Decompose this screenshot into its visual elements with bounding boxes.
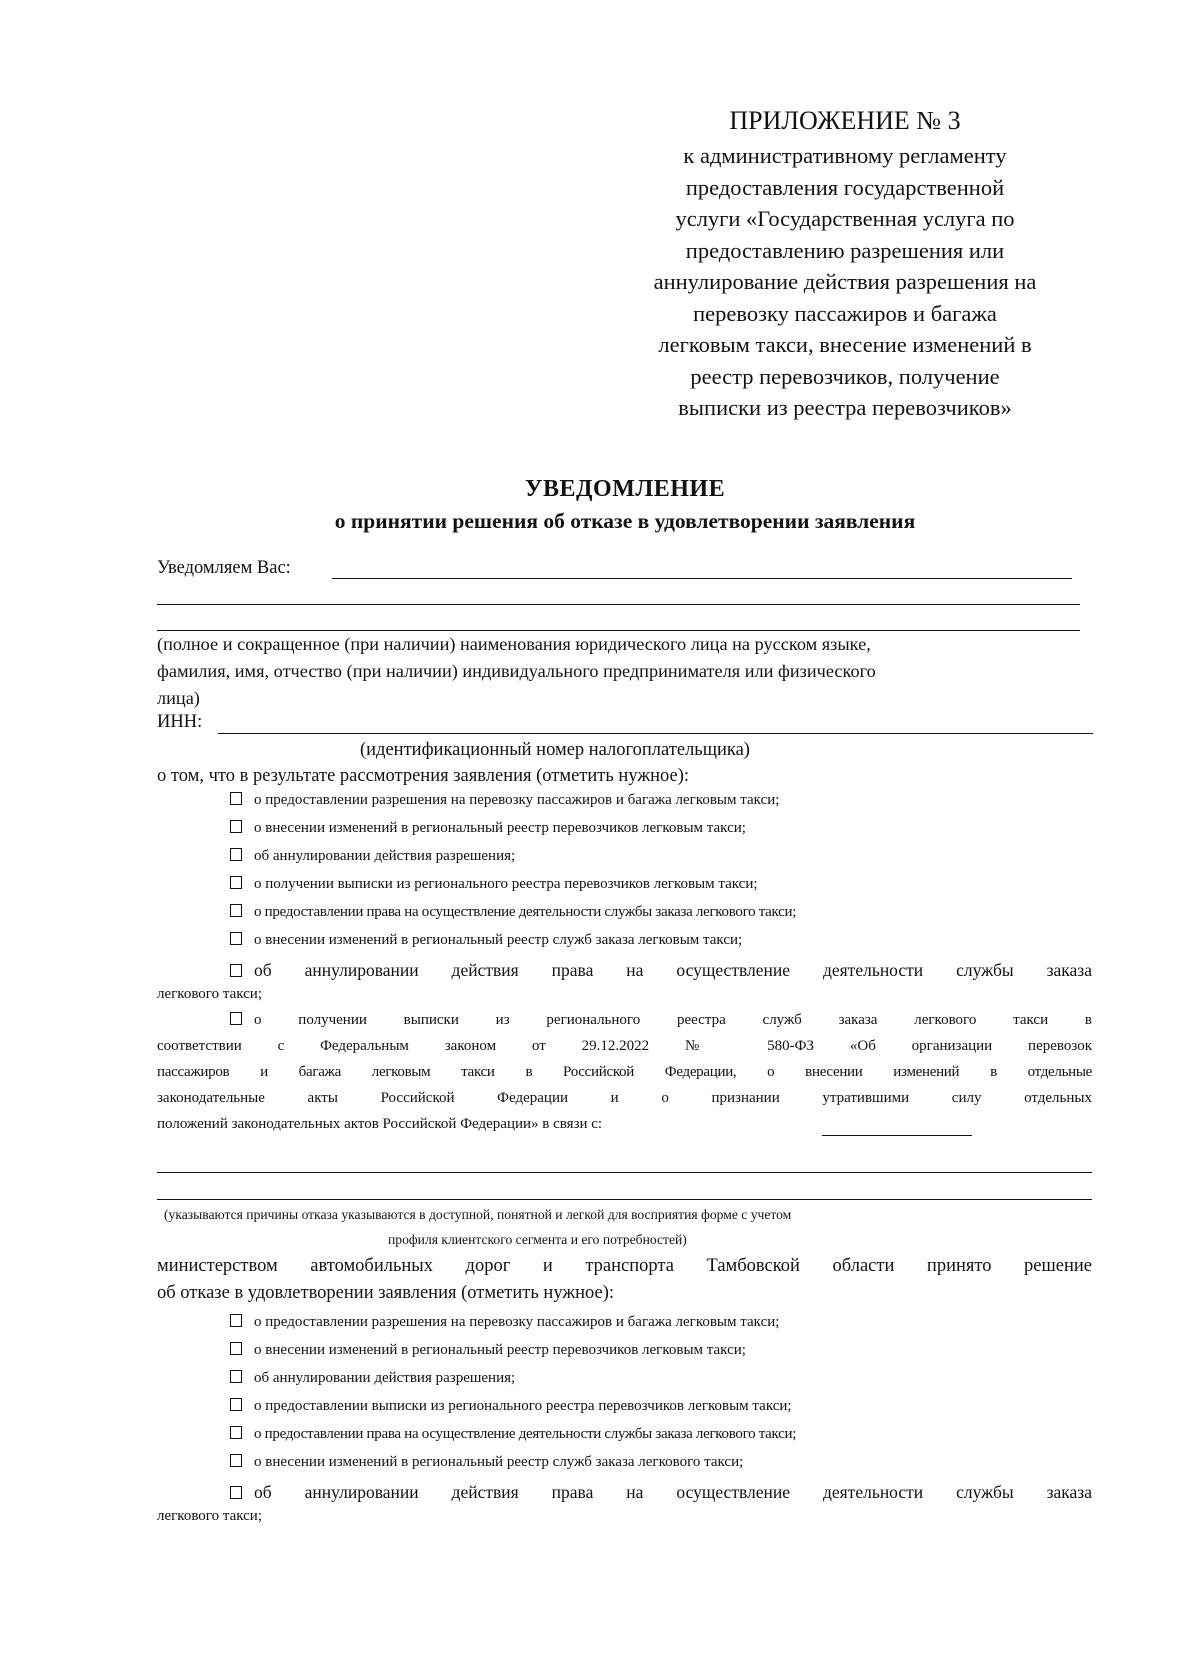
checkbox[interactable]: [230, 1314, 242, 1327]
appendix-line: предоставлению разрешения или: [685, 237, 1005, 263]
option-label: о предоставлении права на осуществление деятельности службы заказа легкового такси;: [254, 1426, 797, 1442]
appendix-title: ПРИЛОЖЕНИЕ № 3: [729, 106, 961, 135]
intro-text: о том, что в результате рассмотрения заявления (отметить нужное):: [157, 766, 690, 786]
checkbox[interactable]: [230, 1342, 242, 1355]
appendix-line: легковым такси, внесение изменений в: [658, 332, 1032, 357]
option-item: [230, 1426, 1170, 1443]
checkbox[interactable]: [230, 876, 242, 889]
option-label: о внесении изменений в региональный реестр перевозчиков легковым такси;: [254, 1342, 746, 1358]
name-hint-line: (полное и сокращенное (при наличии) наименования юридического лица на русском языке,: [157, 634, 871, 654]
option-label-cont: законодательные акты Российской Федерации и о признании утратившими силу отдельных: [157, 1090, 1092, 1106]
document-title: УВЕДОМЛЕНИЕ: [524, 476, 726, 502]
option-label: об аннулировании действия разрешения;: [254, 1370, 516, 1386]
checkbox[interactable]: [230, 1370, 242, 1383]
checkbox[interactable]: [230, 1454, 242, 1467]
fill-line: [157, 1172, 1092, 1173]
option-item: [230, 848, 1170, 865]
notify-label: Уведомляем Вас:: [157, 558, 291, 578]
checkbox[interactable]: [230, 792, 242, 805]
checkbox[interactable]: [230, 1398, 242, 1411]
appendix-line: реестр перевозчиков, получение: [690, 363, 1000, 389]
inn-fill-line: [218, 733, 1093, 734]
option-label: о внесении изменений в региональный реестр перевозчиков легковым такси;: [254, 820, 746, 836]
option-item: [230, 1370, 1170, 1387]
checkbox[interactable]: [230, 1426, 242, 1439]
option-label: о получении выписки из регионального реестра перевозчиков легковым такси;: [254, 876, 758, 892]
fill-line: [157, 630, 1080, 631]
decision-text: об отказе в удовлетворении заявления (отметить нужное):: [157, 1283, 614, 1303]
option-label: о внесении изменений в региональный реестр служб заказа легкового такси;: [254, 1454, 744, 1470]
option-item: [230, 820, 1170, 837]
option-label: о предоставлении разрешения на перевозку пассажиров и багажа легковым такси;: [254, 1314, 780, 1330]
decision-text: министерством автомобильных дорог и транспорта Тамбовской области принято решение: [157, 1256, 1092, 1276]
reason-fill-line: [822, 1135, 972, 1136]
reason-hint-line: профиля клиентского сегмента и его потребностей): [388, 1232, 687, 1247]
reason-hint-line: (указываются причины отказа указываются в доступной, понятной и легкой для восприятия форме с учетом: [164, 1207, 792, 1222]
appendix-line: услуги «Государственная услуга по: [675, 206, 1015, 231]
option-item: [230, 1012, 1092, 1029]
checkbox[interactable]: [230, 964, 242, 977]
checkbox[interactable]: [230, 1486, 242, 1499]
appendix-line: выписки из реестра перевозчиков»: [678, 395, 1012, 420]
option-item: [230, 1482, 1092, 1503]
inn-hint: (идентификационный номер налогоплательщика): [360, 740, 750, 760]
option-label-cont: легкового такси;: [157, 986, 262, 1002]
name-hint-line: фамилия, имя, отчество (при наличии) индивидуального предпринимателя или физического: [157, 661, 876, 681]
option-label-cont: пассажиров и багажа легковым такси в Российской Федерации, о внесении изменений в отдельные: [157, 1064, 1092, 1080]
appendix-header: [600, 102, 1090, 424]
option-item: [230, 932, 1170, 949]
checkbox[interactable]: [230, 848, 242, 861]
option-item: [230, 960, 1092, 981]
checkbox[interactable]: [230, 932, 242, 945]
option-label: о предоставлении выписки из регионального реестра перевозчиков легковым такси;: [254, 1398, 792, 1414]
fill-line: [157, 604, 1080, 605]
appendix-line: предоставления государственной: [685, 174, 1005, 200]
option-item: [230, 1398, 1170, 1415]
option-label: о внесении изменений в региональный реестр служб заказа легковым такси;: [254, 932, 743, 948]
appendix-line: к административному регламенту: [683, 143, 1007, 168]
option-label: об аннулировании действия права на осуществление деятельности службы заказа: [254, 1482, 1092, 1502]
option-item: [230, 876, 1170, 893]
option-item: [230, 1342, 1170, 1359]
checkbox[interactable]: [230, 1012, 242, 1025]
fill-line: [157, 1199, 1092, 1200]
option-label: о предоставлении права на осуществление деятельности службы заказа легкового такси;: [254, 904, 797, 920]
option-label: об аннулировании действия разрешения;: [254, 848, 516, 864]
checkbox[interactable]: [230, 904, 242, 917]
option-label-cont: положений законодательных актов Российской Федерации» в связи с:: [157, 1116, 603, 1132]
option-item: [230, 1314, 1170, 1331]
document-subtitle: о принятии решения об отказе в удовлетворении заявления: [334, 509, 916, 533]
option-label-cont: легкового такси;: [157, 1508, 262, 1524]
name-hint-line: лица): [157, 688, 200, 708]
appendix-line: аннулирование действия разрешения на: [653, 269, 1037, 294]
option-item: [230, 792, 1170, 809]
option-label: о получении выписки из регионального реестра служб заказа легкового такси в: [254, 1012, 1092, 1028]
appendix-line: перевозку пассажиров и багажа: [693, 300, 997, 326]
option-item: [230, 904, 1170, 921]
option-label: о предоставлении разрешения на перевозку пассажиров и багажа легковым такси;: [254, 792, 780, 808]
option-item: [230, 1454, 1170, 1471]
option-label: об аннулировании действия права на осуществление деятельности службы заказа: [254, 960, 1092, 980]
inn-label: ИНН:: [157, 712, 203, 732]
option-label-cont: соответствии с Федеральным законом от 29.12.2022 № 580-ФЗ «Об организации перевозок: [157, 1038, 1092, 1054]
checkbox[interactable]: [230, 820, 242, 833]
notify-fill-line: [332, 578, 1072, 579]
